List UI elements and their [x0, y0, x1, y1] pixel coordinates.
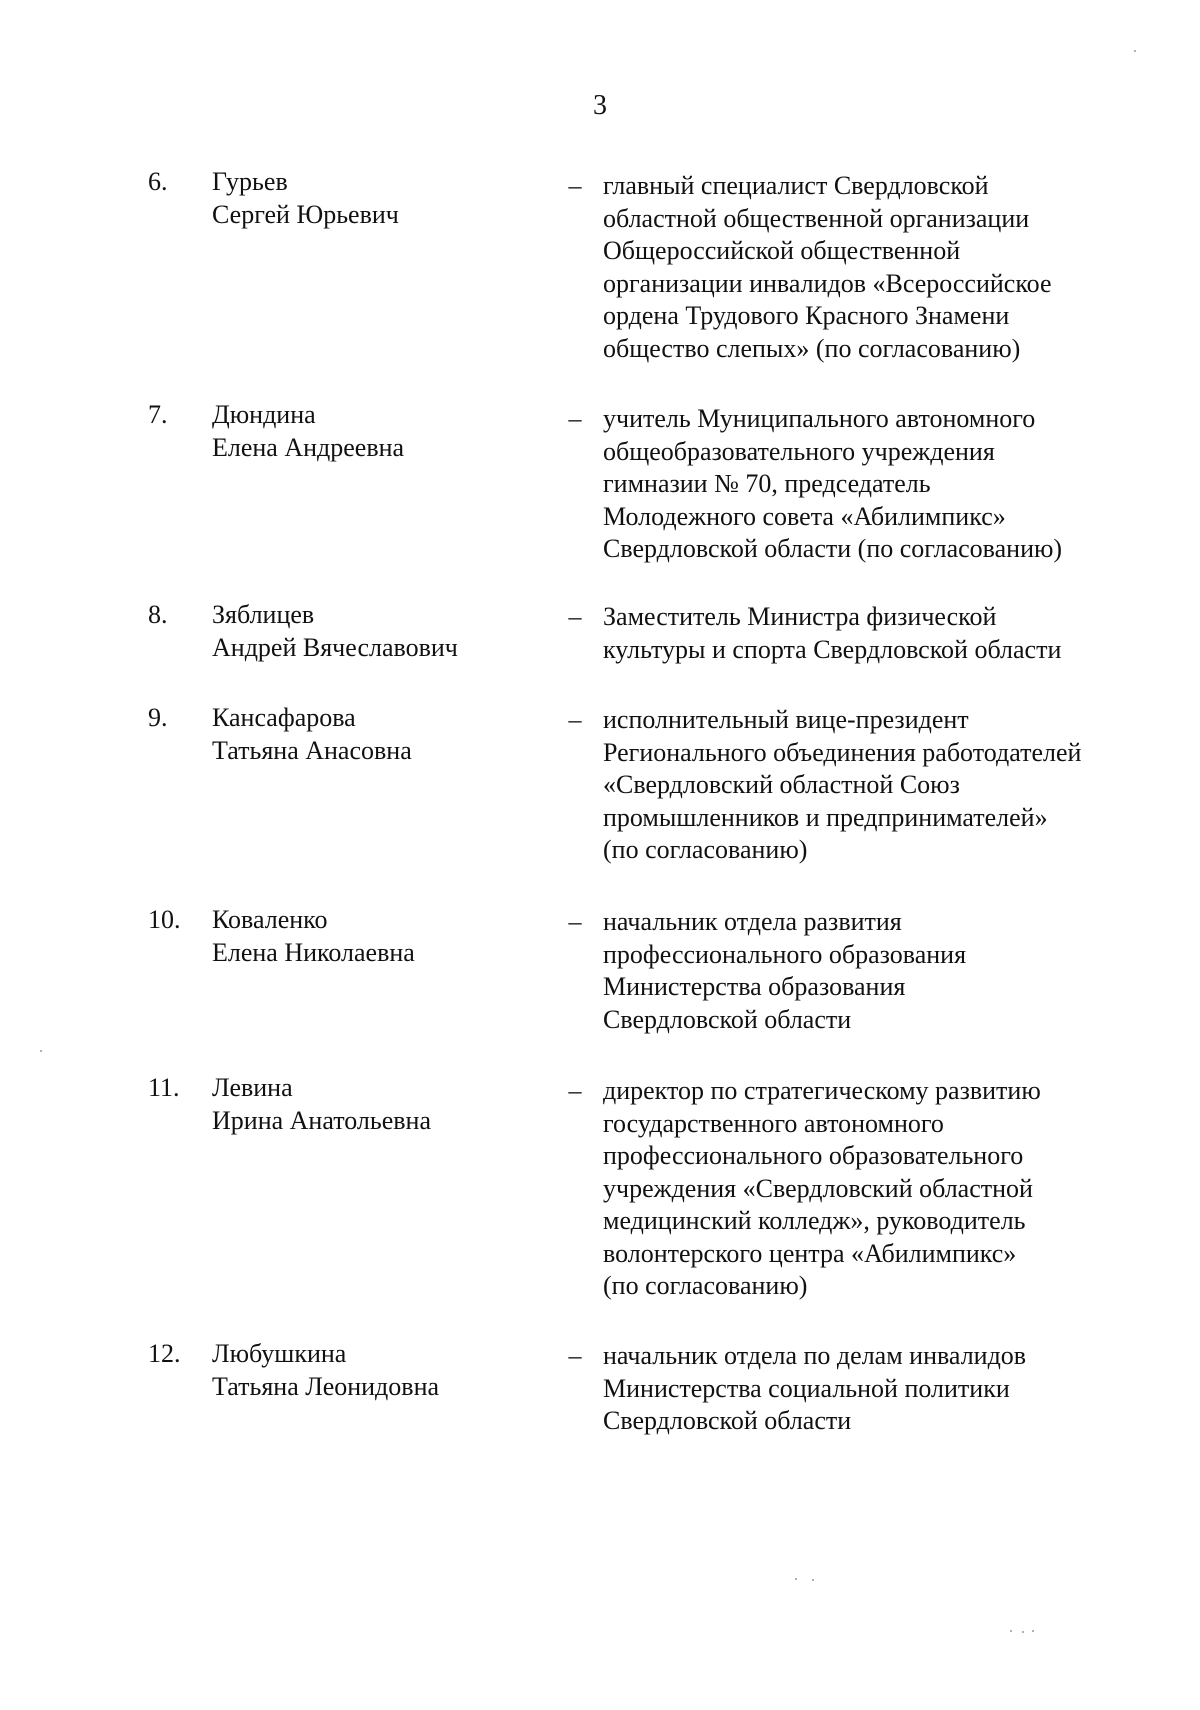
separator-dash: – — [568, 705, 582, 734]
scan-speck — [1022, 1631, 1024, 1633]
member-given-names: Татьяна Леонидовна — [212, 1371, 440, 1401]
separator-dash: – — [568, 907, 582, 936]
position-line: Заместитель Министра физической — [603, 602, 997, 631]
position-line: гимназии № 70, председатель — [603, 469, 931, 498]
position-line: Свердловской области (по согласованию) — [603, 534, 1063, 563]
member-position — [603, 601, 1173, 666]
member-name — [212, 166, 542, 231]
position-line: организации инвалидов «Всероссийское — [603, 268, 1052, 298]
entry-number: 6. — [148, 167, 168, 196]
position-line: начальник отдела по делам инвалидов — [603, 1341, 1027, 1370]
position-line: государственного автономного — [603, 1108, 944, 1138]
position-line: общество слепых» (по согласованию) — [603, 333, 1021, 363]
member-position — [603, 170, 1173, 365]
position-line: медицинский колледж», руководитель — [603, 1206, 1026, 1235]
separator-dash: – — [568, 404, 582, 433]
position-line: волонтерского центра «Абилимпикс» — [603, 1238, 1017, 1268]
entry-number: 12. — [148, 1339, 181, 1368]
separator-dash: – — [568, 1341, 582, 1370]
separator-dash: – — [568, 171, 582, 200]
position-line: Свердловской области — [603, 1004, 852, 1034]
member-given-names: Елена Николаевна — [212, 937, 415, 967]
member-position — [603, 1075, 1173, 1303]
scan-speck — [1032, 1630, 1034, 1632]
position-line: главный специалист Свердловской — [603, 171, 989, 200]
member-given-names: Татьяна Анасовна — [212, 735, 412, 765]
member-given-names: Сергей Юрьевич — [212, 199, 399, 229]
position-line: учреждения «Свердловский областной — [603, 1173, 1033, 1203]
entry-number: 9. — [148, 703, 168, 732]
position-line: директор по стратегическому развитию — [603, 1076, 1041, 1105]
position-line: (по согласованию) — [603, 1271, 808, 1300]
position-line: Министерства образования — [603, 972, 906, 1001]
member-given-names: Ирина Анатольевна — [212, 1105, 431, 1135]
member-surname: Левина — [212, 1073, 293, 1102]
member-surname: Коваленко — [212, 905, 328, 934]
position-line: ордена Трудового Красного Знамени — [603, 301, 1010, 330]
scan-speck — [1134, 50, 1136, 52]
member-name — [212, 599, 542, 664]
position-line: (по согласованию) — [603, 835, 808, 864]
position-line: Министерства социальной политики — [603, 1373, 1010, 1403]
scan-speck — [795, 1578, 797, 1580]
entry-number: 10. — [148, 905, 181, 934]
position-line: Молодежного совета «Абилимпикс» — [603, 501, 1006, 531]
member-surname: Дюндина — [212, 400, 316, 429]
member-position — [603, 403, 1173, 566]
position-line: профессионального образования — [603, 939, 967, 969]
member-given-names: Елена Андреевна — [212, 432, 405, 462]
position-line: общеобразовательного учреждения — [603, 436, 995, 466]
member-name — [212, 702, 542, 767]
position-line: начальник отдела развития — [603, 907, 902, 936]
position-line: учитель Муниципального автономного — [603, 404, 1036, 433]
separator-dash: – — [568, 1076, 582, 1105]
position-line: культуры и спорта Свердловской области — [603, 634, 1062, 664]
scan-speck — [40, 1050, 42, 1052]
position-line: Общероссийской общественной — [603, 236, 961, 265]
entry-number: 8. — [148, 600, 168, 629]
member-surname: Кансафарова — [212, 703, 356, 732]
member-given-names: Андрей Вячеславович — [212, 632, 458, 662]
position-line: промышленников и предпринимателей» — [603, 802, 1048, 832]
member-name — [212, 399, 542, 464]
scan-speck — [1010, 1630, 1012, 1632]
position-line: Регионального объединения работодателей — [603, 737, 1082, 767]
position-line: Свердловской области — [603, 1406, 852, 1435]
member-surname: Зяблицев — [212, 600, 315, 629]
member-name — [212, 1072, 542, 1137]
member-surname: Любушкина — [212, 1339, 347, 1368]
scan-speck — [812, 1579, 814, 1581]
member-position — [603, 1340, 1173, 1438]
member-position — [603, 906, 1173, 1036]
member-name — [212, 904, 542, 969]
position-line: областной общественной организации — [603, 203, 1030, 233]
position-line: «Свердловский областной Союз — [603, 770, 960, 799]
entry-number: 7. — [148, 400, 168, 429]
page-number: 3 — [593, 90, 607, 121]
position-line: исполнительный вице-президент — [603, 705, 969, 734]
member-name — [212, 1338, 542, 1403]
position-line: профессионального образовательного — [603, 1141, 1024, 1170]
member-position — [603, 704, 1173, 867]
member-surname: Гурьев — [212, 167, 288, 196]
separator-dash: – — [568, 602, 582, 631]
entry-number: 11. — [148, 1073, 180, 1102]
